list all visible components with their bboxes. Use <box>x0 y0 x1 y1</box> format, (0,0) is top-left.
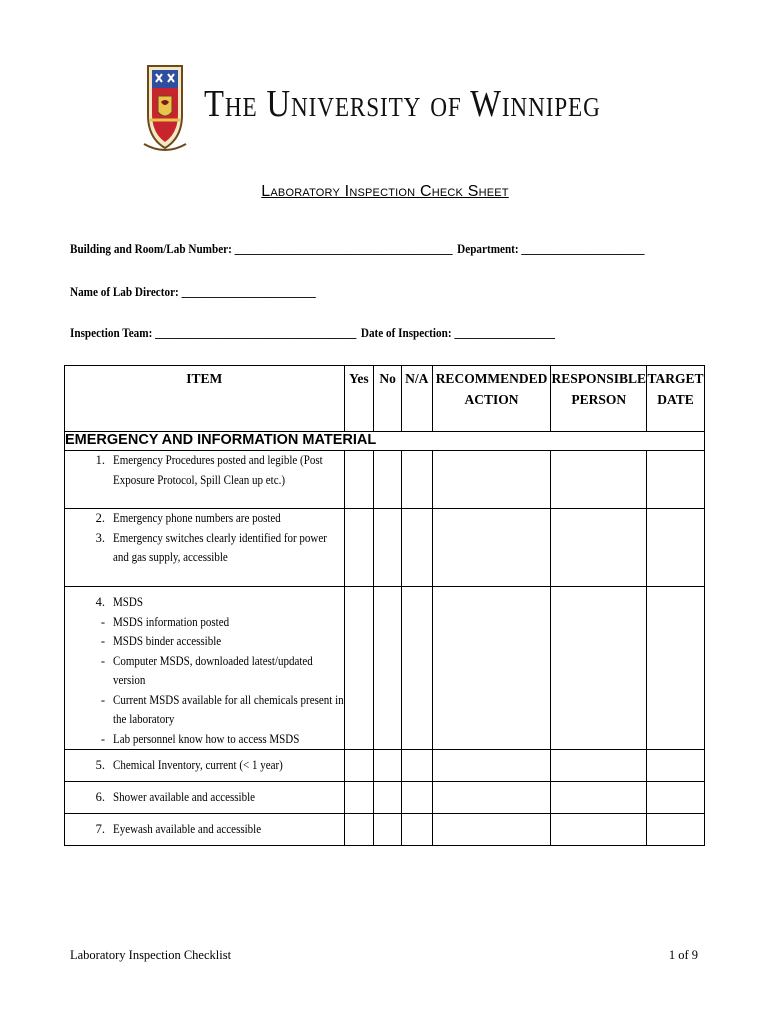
item-cell <box>65 782 345 814</box>
na-checkbox-cell[interactable] <box>401 509 432 529</box>
no-checkbox-cell[interactable] <box>374 782 402 814</box>
col-yes-header: Yes <box>344 366 374 432</box>
item-line <box>65 730 344 750</box>
item-text-content: Shower available and accessible <box>113 790 256 804</box>
page-number: 1 of 9 <box>668 948 698 962</box>
item-line <box>65 820 344 840</box>
no-checkbox-cell[interactable] <box>374 814 402 846</box>
item-cell <box>65 587 345 750</box>
table-row <box>65 750 705 782</box>
item-number: - <box>100 653 105 668</box>
item-number: - <box>100 614 105 629</box>
item-text-content: Emergency Procedures posted and legible (Post Exposure Protocol, Spill Clean up etc.) <box>113 453 323 487</box>
item-number: - <box>100 634 105 648</box>
na-checkbox-cell[interactable] <box>401 587 432 750</box>
na-checkbox-cell[interactable] <box>401 814 432 846</box>
target-date-cell[interactable] <box>647 814 705 846</box>
section-title: EMERGENCY AND INFORMATION MATERIAL <box>65 432 705 451</box>
na-checkbox-cell[interactable] <box>401 451 432 509</box>
building-field-row <box>70 241 644 257</box>
item-line <box>65 652 344 691</box>
item-text-content: Current MSDS available for all chemicals present in the laboratory <box>113 692 344 726</box>
building-field[interactable]: _______________________________________ <box>234 241 453 256</box>
responsible-person-cell[interactable] <box>551 509 647 529</box>
item-number: 2. <box>95 511 105 525</box>
no-checkbox-cell[interactable] <box>374 750 402 782</box>
date-label: Date of Inspection: <box>360 325 452 340</box>
table-header-row <box>65 366 705 432</box>
col-no-header: No <box>374 366 402 432</box>
item-text-content: Computer MSDS, downloaded latest/updated version <box>113 653 313 687</box>
yes-checkbox-cell[interactable] <box>344 814 374 846</box>
item-cell <box>65 814 345 846</box>
item-cell <box>65 750 345 782</box>
item-cell <box>65 451 345 509</box>
target-date-cell[interactable] <box>647 509 705 529</box>
yes-checkbox-cell[interactable] <box>344 750 374 782</box>
recommended-action-cell[interactable] <box>432 529 551 587</box>
yes-checkbox-cell[interactable] <box>344 782 374 814</box>
col-na-header: N/A <box>401 366 432 432</box>
item-line <box>65 691 344 730</box>
date-field[interactable]: __________________ <box>454 325 555 340</box>
target-date-cell[interactable] <box>647 529 705 587</box>
item-cell <box>65 529 345 587</box>
responsible-person-cell[interactable] <box>551 587 647 750</box>
target-date-cell[interactable] <box>647 451 705 509</box>
target-date-cell[interactable] <box>647 782 705 814</box>
footer-left: Laboratory Inspection Checklist <box>70 948 232 962</box>
col-responsible-header: RESPONSIBLE PERSON <box>551 366 647 432</box>
table-row <box>65 814 705 846</box>
item-text-content: Lab personnel know how to access MSDS <box>113 731 300 746</box>
item-text-content: Chemical Inventory, current (< 1 year) <box>113 758 283 772</box>
recommended-action-cell[interactable] <box>432 814 551 846</box>
department-label: Department: <box>457 241 519 256</box>
item-text <box>113 756 344 776</box>
responsible-person-cell[interactable] <box>551 814 647 846</box>
no-checkbox-cell[interactable] <box>374 587 402 750</box>
item-text <box>113 509 344 529</box>
target-date-cell[interactable] <box>647 587 705 750</box>
recommended-action-cell[interactable] <box>432 509 551 529</box>
item-line <box>65 593 344 613</box>
page-title: Laboratory Inspection Check Sheet <box>261 183 509 200</box>
item-text <box>113 652 344 691</box>
item-text <box>113 730 344 750</box>
item-line <box>65 529 344 568</box>
department-field[interactable]: ______________________ <box>521 241 645 256</box>
item-text-content: MSDS <box>113 595 143 609</box>
responsible-person-cell[interactable] <box>551 529 647 587</box>
item-line <box>65 509 344 529</box>
no-checkbox-cell[interactable] <box>374 451 402 509</box>
item-text <box>113 613 344 633</box>
university-logo <box>140 60 620 155</box>
table-row <box>65 509 705 529</box>
item-text-content: Eyewash available and accessible <box>113 822 262 836</box>
item-text <box>113 529 344 568</box>
na-checkbox-cell[interactable] <box>401 750 432 782</box>
item-text <box>113 820 344 840</box>
university-name: The University of Winnipeg <box>204 83 601 125</box>
item-text <box>113 593 344 613</box>
col-item-header: ITEM <box>65 366 345 432</box>
no-checkbox-cell[interactable] <box>374 509 402 529</box>
item-cell <box>65 509 345 529</box>
inspection-table <box>64 365 705 846</box>
team-label: Inspection Team: <box>70 325 153 340</box>
item-text <box>113 788 344 808</box>
item-text-content: MSDS binder accessible <box>113 634 222 648</box>
item-number: 3. <box>95 530 105 545</box>
item-text <box>113 632 344 652</box>
target-date-cell[interactable] <box>647 750 705 782</box>
yes-checkbox-cell[interactable] <box>344 509 374 529</box>
item-text-content: Emergency phone numbers are posted <box>113 511 281 525</box>
item-line <box>65 451 344 490</box>
responsible-person-cell[interactable] <box>551 782 647 814</box>
item-line <box>65 613 344 633</box>
recommended-action-cell[interactable] <box>432 451 551 509</box>
university-crest-icon <box>140 60 190 152</box>
director-label: Name of Lab Director: <box>70 284 179 299</box>
item-text-content: MSDS information posted <box>113 614 230 629</box>
item-number: 1. <box>95 453 105 467</box>
table-row <box>65 451 705 509</box>
responsible-person-cell[interactable] <box>551 750 647 782</box>
section-row <box>65 432 705 451</box>
na-checkbox-cell[interactable] <box>401 782 432 814</box>
col-recommended-header: RECOMMENDED ACTION <box>432 366 551 432</box>
item-line <box>65 788 344 808</box>
item-number: 6. <box>95 790 105 804</box>
director-field[interactable]: ________________________ <box>181 284 316 299</box>
col-target-header: TARGET DATE <box>647 366 705 432</box>
director-field-row <box>70 284 316 300</box>
yes-checkbox-cell[interactable] <box>344 587 374 750</box>
no-checkbox-cell[interactable] <box>374 529 402 587</box>
table-row <box>65 587 705 750</box>
item-text <box>113 691 344 730</box>
item-number: 5. <box>95 758 105 772</box>
item-line <box>65 632 344 652</box>
item-number: 7. <box>95 822 105 836</box>
item-number: 4. <box>95 595 105 609</box>
yes-checkbox-cell[interactable] <box>344 451 374 509</box>
team-field[interactable]: ____________________________________ <box>155 325 357 340</box>
recommended-action-cell[interactable] <box>432 750 551 782</box>
item-text-content: Emergency switches clearly identified for power and gas supply, accessible <box>113 530 327 564</box>
table-row <box>65 529 705 587</box>
yes-checkbox-cell[interactable] <box>344 529 374 587</box>
team-field-row <box>70 325 555 341</box>
item-number: - <box>100 692 105 707</box>
na-checkbox-cell[interactable] <box>401 529 432 587</box>
item-line <box>65 756 344 776</box>
table-row <box>65 782 705 814</box>
recommended-action-cell[interactable] <box>432 587 551 750</box>
building-label: Building and Room/Lab Number: <box>70 241 232 256</box>
item-number: - <box>100 731 105 746</box>
recommended-action-cell[interactable] <box>432 782 551 814</box>
item-text <box>113 451 344 490</box>
responsible-person-cell[interactable] <box>551 451 647 509</box>
